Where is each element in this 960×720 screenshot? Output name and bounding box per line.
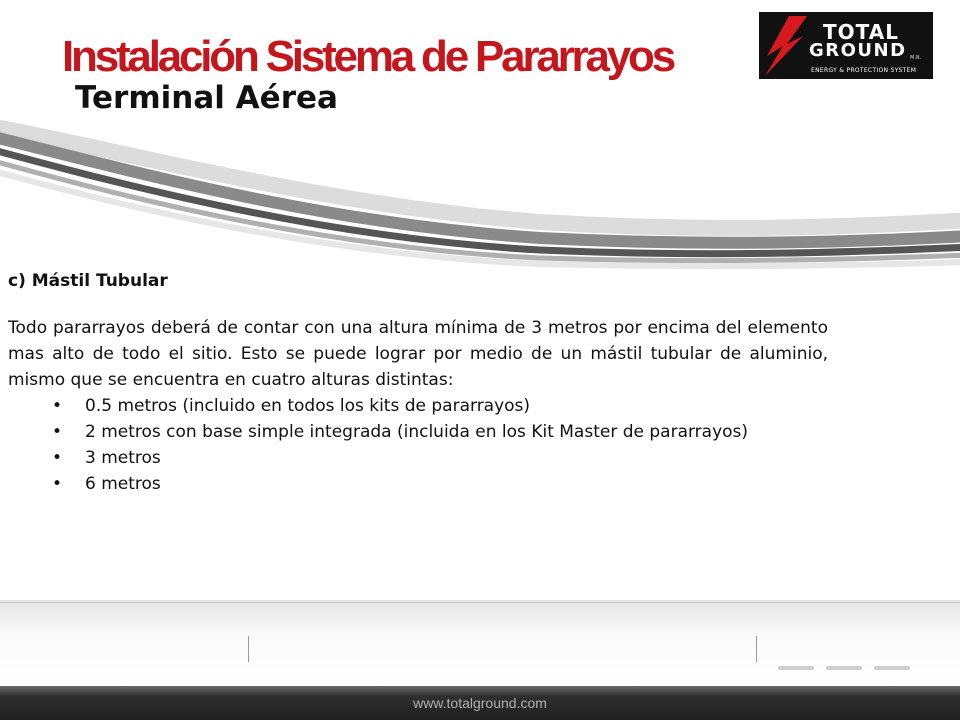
slide-body — [8, 268, 828, 497]
section-heading: c) Mástil Tubular — [8, 271, 168, 291]
footer-separator — [756, 636, 757, 662]
footer-dash-decoration — [778, 666, 814, 670]
logo-text-ground: GROUND — [809, 40, 907, 61]
footer — [0, 600, 960, 720]
footer-band — [0, 600, 960, 686]
footer-divider — [0, 602, 960, 603]
list-item — [8, 393, 828, 419]
bullet-icon: • — [52, 422, 63, 442]
footer-dash-decoration — [874, 666, 910, 670]
list-item — [8, 445, 828, 471]
page-subtitle: Terminal Aérea — [75, 80, 338, 116]
footer-dash-decoration — [826, 666, 862, 670]
total-ground-logo — [759, 12, 933, 79]
bullet-icon: • — [52, 396, 63, 416]
logo-text-total: TOTAL — [823, 20, 899, 44]
logo-mark: M.N. — [910, 55, 922, 61]
list-item-text: 6 metros — [85, 474, 161, 494]
list-item — [8, 419, 828, 445]
page-title: Instalación Sistema de Pararrayos — [62, 32, 673, 81]
footer-separator — [248, 636, 249, 662]
footer-website-link[interactable]: www.totalground.com — [413, 695, 547, 711]
bullet-icon: • — [52, 448, 63, 468]
height-options-list — [8, 393, 828, 497]
list-item-text: 2 metros con base simple integrada (incluida en los Kit Master de pararrayos) — [85, 422, 749, 442]
list-item-text: 0.5 metros (incluido en todos los kits de pararrayos) — [85, 396, 531, 416]
list-item-text: 3 metros — [85, 448, 161, 468]
bullet-icon: • — [52, 474, 63, 494]
list-item — [8, 471, 828, 497]
logo-tagline: ENERGY & PROTECTION SYSTEM — [811, 67, 917, 74]
body-paragraph: Todo pararrayos deberá de contar con una altura mínima de 3 metros por encima del elemento mas alto de todo el sitio. Esto se puede lograr por medio de un mástil tubular de aluminio, mismo que se encuentra en cuatro alturas distintas: — [8, 318, 828, 390]
